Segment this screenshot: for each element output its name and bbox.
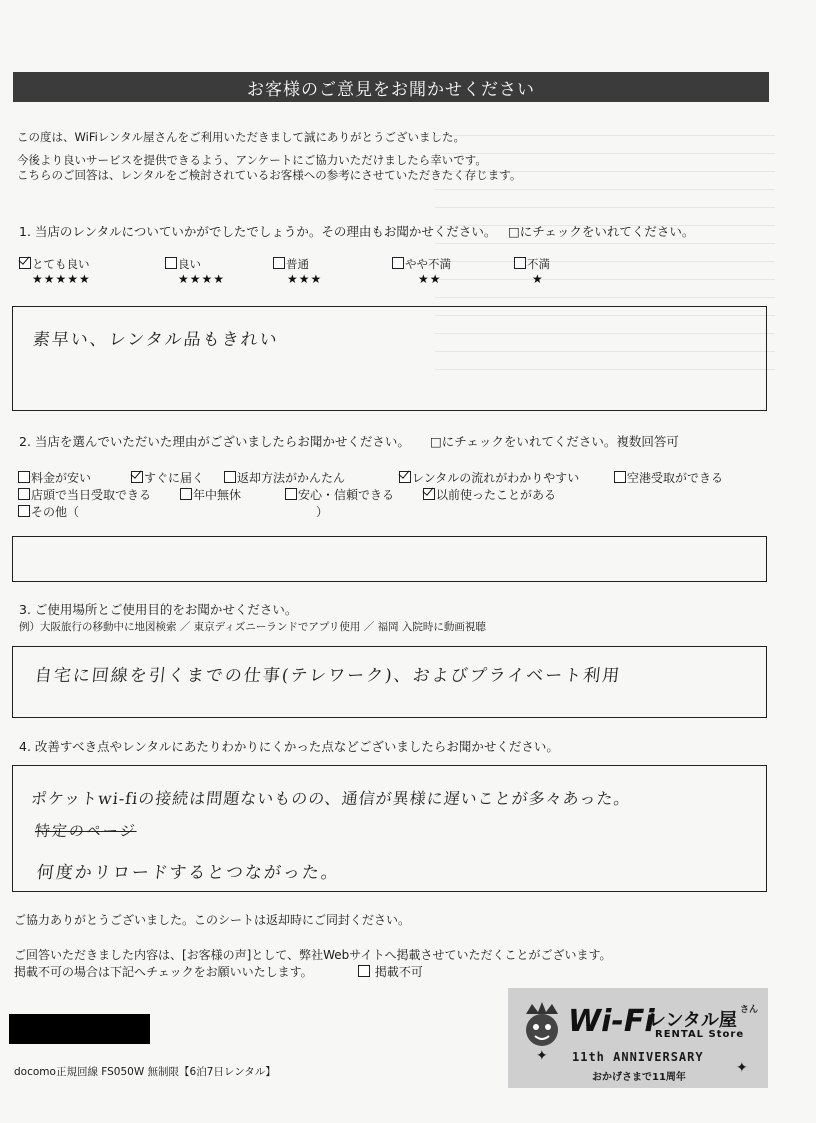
option-label: その他（	[31, 505, 80, 519]
q1-option-very-good[interactable]	[19, 256, 90, 272]
q4-handwritten-line-1: ポケットwi-fiの接続は問題ないものの、通信が異様に遅いことが多々あった。	[29, 789, 632, 808]
q1-instruction: □にチェックをいれてください。	[508, 224, 695, 239]
star-rating-5: ★★★★★	[32, 272, 91, 286]
checkbox-checked-icon[interactable]	[423, 488, 435, 500]
intro-line-1: この度は、WiFiレンタル屋さんをご利用いただきまして誠にありがとうございました。	[17, 130, 466, 144]
wifi-rental-logo	[508, 988, 768, 1088]
option-label: 料金が安い	[31, 471, 92, 485]
sparkle-icon: ✦	[736, 1060, 748, 1076]
q1-option-normal[interactable]	[273, 256, 309, 272]
star-rating-2: ★★	[418, 272, 442, 286]
closing-line-1: ご回答いただきました内容は、[お客様の声]として、弊社Webサイトへ掲載させていただくことがございます。	[14, 948, 612, 962]
option-label: 返却方法がかんたん	[237, 471, 346, 485]
closing-line-2: 掲載不可の場合は下記へチェックをお願いいたします。	[14, 965, 313, 979]
intro-line-2: 今後より良いサービスを提供できるよう、アンケートにご協力いただけましたら幸いです。	[17, 152, 487, 167]
q2-option-easy-return[interactable]	[224, 469, 345, 486]
checkbox-checked-icon[interactable]	[399, 471, 411, 483]
q3-handwritten-answer: 自宅に回線を引くまでの仕事(テレワーク)、およびプライベート利用	[33, 666, 623, 686]
option-label: 安心・信頼できる	[298, 488, 395, 502]
checkbox-icon[interactable]	[614, 471, 626, 483]
option-label: 店頭で当日受取できる	[31, 488, 152, 502]
option-label: 以前使ったことがある	[436, 488, 557, 502]
option-label: とても良い	[32, 257, 90, 271]
q2-question: 2. 当店を選んでいただいた理由がございましたらお聞かせください。	[19, 434, 410, 449]
q3-example: 例）大阪旅行の移動中に地図検索 ／ 東京ディズニーランドでアプリ使用 ／ 福岡 入院時に動画視聴	[19, 621, 486, 633]
q2-option-airport-pickup[interactable]	[614, 469, 723, 486]
checkbox-icon[interactable]	[273, 257, 285, 269]
q1-option-somewhat-dissatisfied[interactable]	[392, 256, 451, 272]
option-label: すぐに届く	[144, 471, 205, 485]
q2-option-other[interactable]	[18, 503, 79, 520]
q1-answer-box[interactable]	[12, 306, 767, 411]
intro-text	[17, 130, 521, 184]
q2-answer-box[interactable]	[12, 536, 767, 582]
q2-other-close-paren: ）	[316, 505, 329, 519]
q2-instruction: □にチェックをいれてください。複数回答可	[430, 434, 679, 449]
checkbox-checked-icon[interactable]	[19, 257, 31, 269]
q4-question: 4. 改善すべき点やレンタルにあたりわかりにくかった点などございましたらお聞かせください。	[19, 739, 559, 754]
option-label: 良い	[178, 257, 201, 271]
logo-san-text: さん	[740, 1005, 759, 1015]
option-label: 空港受取ができる	[627, 471, 724, 485]
q2-option-clear-flow[interactable]	[399, 469, 579, 486]
q3-answer-box[interactable]	[12, 646, 767, 718]
survey-title: お客様のご意見をお聞かせください	[247, 79, 535, 100]
checkbox-icon[interactable]	[18, 488, 30, 500]
option-label: レンタルの流れがわかりやすい	[412, 471, 580, 485]
checkbox-icon[interactable]	[224, 471, 236, 483]
checkbox-icon[interactable]	[180, 488, 192, 500]
q3-question: 3. ご使用場所とご使用目的をお聞かせください。	[19, 602, 298, 617]
checkbox-icon[interactable]	[392, 257, 404, 269]
mascot-crown-icon	[520, 1000, 564, 1048]
option-label: やや不満	[405, 257, 451, 271]
option-label: 掲載不可	[374, 965, 423, 979]
checkbox-checked-icon[interactable]	[131, 471, 143, 483]
q2-option-trustworthy[interactable]	[285, 486, 394, 503]
q2-option-cheap[interactable]	[18, 469, 91, 486]
logo-store-text: RENTAL Store	[655, 1029, 745, 1040]
plan-description: docomo正規回線 FS050W 無制限【6泊7日レンタル】	[14, 1066, 276, 1078]
checkbox-icon[interactable]	[18, 505, 30, 517]
option-label: 年中無休	[193, 488, 242, 502]
logo-rental-text: レンタル屋	[648, 1010, 737, 1031]
option-label: 不満	[527, 257, 550, 271]
star-rating-4: ★★★★	[178, 272, 226, 286]
q1-option-good[interactable]	[165, 256, 201, 272]
option-label: 普通	[286, 257, 309, 271]
q1-option-dissatisfied[interactable]	[514, 256, 550, 272]
q2-option-same-day-store[interactable]	[18, 486, 151, 503]
closing-thanks: ご協力ありがとうございました。このシートは返却時にご同封ください。	[14, 913, 411, 927]
q1-handwritten-answer: 素早い、レンタル品もきれい	[31, 330, 280, 350]
redacted-block	[9, 1014, 150, 1044]
checkbox-icon[interactable]	[18, 471, 30, 483]
star-rating-1: ★	[532, 272, 544, 286]
checkbox-icon[interactable]	[358, 965, 370, 977]
no-publish-option[interactable]	[358, 963, 423, 980]
logo-wifi-text: Wi-Fi	[568, 1004, 655, 1039]
q1-question: 1. 当店のレンタルについていかがでしたでしょうか。その理由もお聞かせください。	[19, 224, 497, 239]
q2-option-used-before[interactable]	[423, 486, 556, 503]
intro-line-3: こちらのご回答は、レンタルをご検討されているお客様への参考にさせていただきたく存じます。	[17, 168, 522, 182]
q4-struck-text: 特定のページ	[34, 822, 138, 840]
q4-answer-box[interactable]	[12, 765, 767, 892]
q2-option-fast-delivery[interactable]	[131, 469, 204, 486]
checkbox-icon[interactable]	[285, 488, 297, 500]
q2-option-open-all-year[interactable]	[180, 486, 241, 503]
logo-anniversary-text: 11th ANNIVERSARY	[572, 1050, 704, 1064]
survey-title-banner	[13, 72, 769, 102]
checkbox-icon[interactable]	[165, 257, 177, 269]
star-rating-3: ★★★	[287, 272, 323, 286]
checkbox-icon[interactable]	[514, 257, 526, 269]
q4-handwritten-line-2: 何度かリロードするとつながった。	[35, 863, 341, 883]
sparkle-icon: ✦	[536, 1048, 548, 1064]
logo-anniversary-sub: おかげさまで11周年	[592, 1072, 686, 1083]
